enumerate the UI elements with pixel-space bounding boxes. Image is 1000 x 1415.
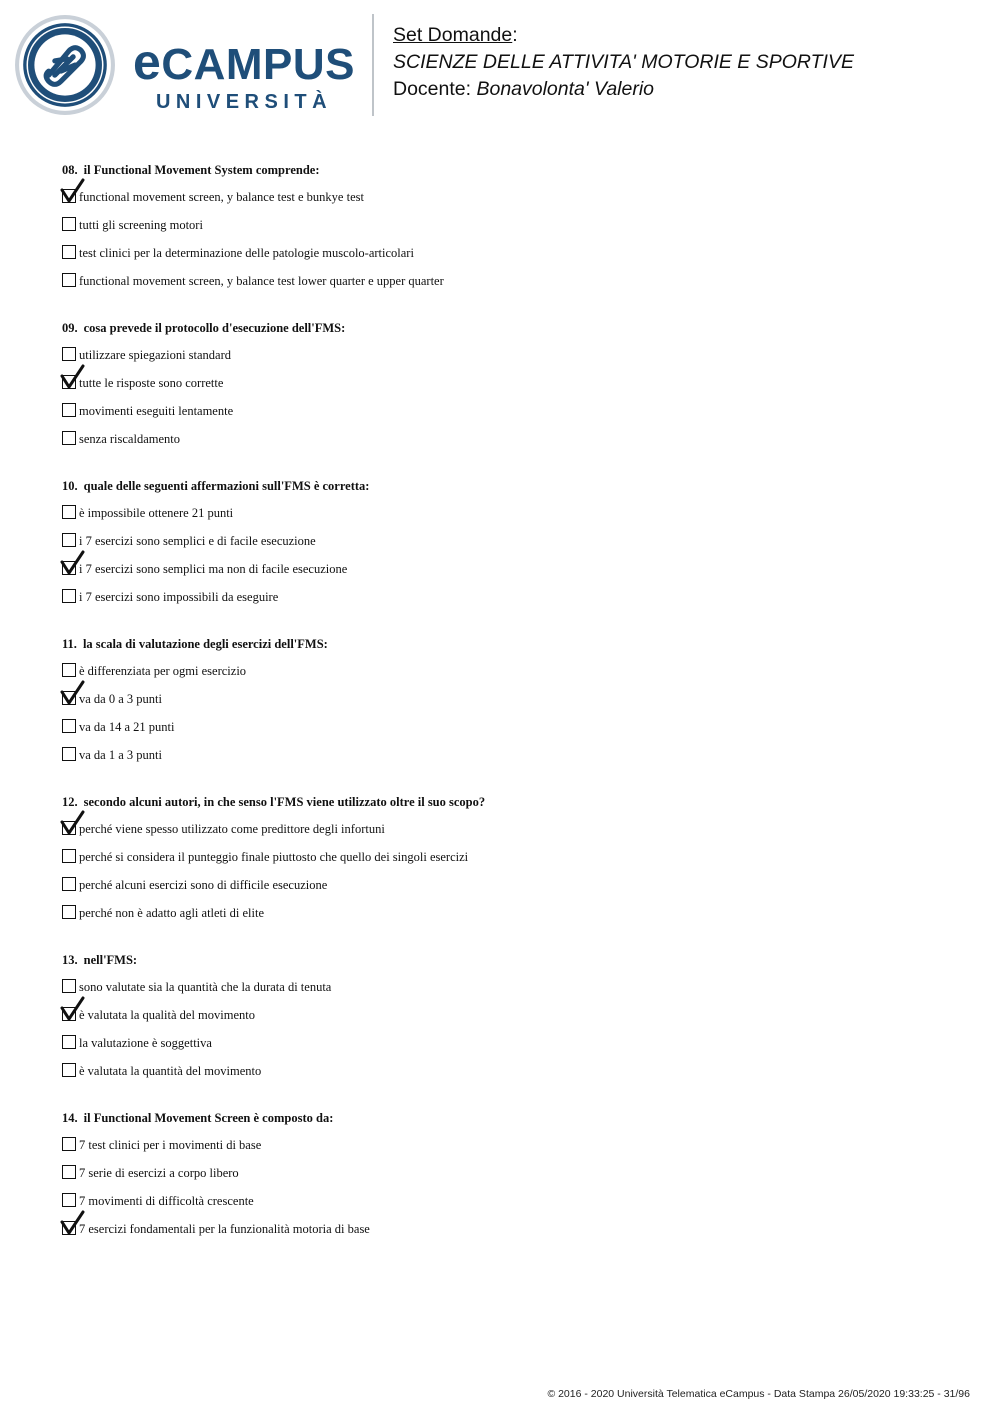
question-text: la scala di valutazione degli esercizi dell'FMS: xyxy=(82,637,328,651)
option-label: è differenziata per ogmi esercizio xyxy=(79,664,247,678)
checkbox-checked[interactable] xyxy=(62,375,76,389)
answer-option[interactable] xyxy=(62,245,962,273)
teacher-line xyxy=(393,76,854,103)
brand-e: e xyxy=(133,34,162,90)
question-title xyxy=(62,478,962,495)
page-footer: © 2016 - 2020 Università Telematica eCampus - Data Stampa 26/05/2020 19:33:25 - 31/96 xyxy=(547,1388,970,1400)
option-label: movimenti eseguiti lentamente xyxy=(79,404,234,418)
question-number: 12. xyxy=(62,795,78,809)
checkbox[interactable] xyxy=(62,1137,76,1151)
checkbox[interactable] xyxy=(62,979,76,993)
course-header xyxy=(393,22,854,103)
checkbox[interactable] xyxy=(62,533,76,547)
option-label: la valutazione è soggettiva xyxy=(79,1036,212,1050)
option-label: functional movement screen, y balance test lower quarter e upper quarter xyxy=(79,274,444,288)
option-label: tutte le risposte sono corrette xyxy=(79,376,224,390)
teacher-name: Bonavolonta' Valerio xyxy=(476,78,655,100)
question-text: quale delle seguenti affermazioni sull'FMS è corretta: xyxy=(83,479,370,493)
option-label: senza riscaldamento xyxy=(79,432,180,446)
answer-option[interactable] xyxy=(62,663,962,691)
question-text: il Functional Movement Screen è composto da: xyxy=(83,1111,334,1125)
option-label: perché si considera il punteggio finale piuttosto che quello dei singoli esercizi xyxy=(79,850,469,864)
checkbox[interactable] xyxy=(62,505,76,519)
checkbox[interactable] xyxy=(62,589,76,603)
option-label: 7 serie di esercizi a corpo libero xyxy=(79,1166,239,1180)
ecampus-wordmark xyxy=(133,34,355,114)
checkbox[interactable] xyxy=(62,273,76,287)
option-label: è valutata la qualità del movimento xyxy=(79,1008,255,1022)
option-label: i 7 esercizi sono impossibili da eseguire xyxy=(79,590,279,604)
question-number: 09. xyxy=(62,321,78,335)
option-label: tutti gli screening motori xyxy=(79,218,203,232)
option-label: i 7 esercizi sono semplici ma non di facile esecuzione xyxy=(79,562,348,576)
answer-option[interactable] xyxy=(62,589,962,617)
header-divider xyxy=(372,14,374,116)
answer-option[interactable] xyxy=(62,561,962,589)
checkmark-icon xyxy=(61,364,87,390)
answer-option[interactable] xyxy=(62,1035,962,1063)
answer-option[interactable] xyxy=(62,431,962,459)
checkbox-checked[interactable] xyxy=(62,821,76,835)
checkmark-icon xyxy=(61,810,87,836)
question-title xyxy=(62,636,962,653)
teacher-label: Docente: xyxy=(393,78,477,100)
checkbox[interactable] xyxy=(62,747,76,761)
question-title xyxy=(62,1110,962,1127)
course-title: SCIENZE DELLE ATTIVITA' MOTORIE E SPORTIVE xyxy=(393,51,854,73)
option-label: è valutata la quantità del movimento xyxy=(79,1064,262,1078)
question-text: nell'FMS: xyxy=(83,953,138,967)
question-text: cosa prevede il protocollo d'esecuzione dell'FMS: xyxy=(83,321,346,335)
question-title xyxy=(62,952,962,969)
checkmark-icon xyxy=(61,996,87,1022)
set-colon: : xyxy=(512,24,518,46)
question-number: 08. xyxy=(62,163,78,177)
question-number: 14. xyxy=(62,1111,78,1125)
option-label: test clinici per la determinazione delle patologie muscolo-articolari xyxy=(79,246,414,260)
set-label-line xyxy=(393,22,854,49)
option-label: perché viene spesso utilizzato come predittore degli infortuni xyxy=(79,822,385,836)
answer-option[interactable] xyxy=(62,849,962,877)
question-block xyxy=(62,952,962,1091)
answer-option[interactable] xyxy=(62,375,962,403)
answer-option[interactable] xyxy=(62,403,962,431)
question-text: il Functional Movement System comprende: xyxy=(83,163,320,177)
checkmark-icon xyxy=(61,550,87,576)
checkbox[interactable] xyxy=(62,1035,76,1049)
checkbox[interactable] xyxy=(62,347,76,361)
answer-option[interactable] xyxy=(62,217,962,245)
brand-subtitle: UNIVERSITÀ xyxy=(155,91,333,113)
answer-option[interactable] xyxy=(62,691,962,719)
answer-option[interactable] xyxy=(62,189,962,217)
option-label: va da 14 a 21 punti xyxy=(79,720,175,734)
checkbox-checked[interactable] xyxy=(62,189,76,203)
brand-name: CAMPUS xyxy=(161,40,355,89)
answer-option[interactable] xyxy=(62,719,962,747)
checkbox-checked[interactable] xyxy=(62,691,76,705)
answer-option[interactable] xyxy=(62,347,962,375)
option-label: utilizzare spiegazioni standard xyxy=(79,348,232,362)
ecampus-seal-logo xyxy=(14,14,116,116)
checkmark-icon xyxy=(61,178,87,204)
checkbox[interactable] xyxy=(62,403,76,417)
answer-option[interactable] xyxy=(62,747,962,775)
answer-option[interactable] xyxy=(62,1007,962,1035)
option-label: va da 0 a 3 punti xyxy=(79,692,162,706)
checkbox-checked[interactable] xyxy=(62,1221,76,1235)
question-block xyxy=(62,162,962,301)
question-text: secondo alcuni autori, in che senso l'FMS viene utilizzato oltre il suo scopo? xyxy=(83,795,486,809)
option-label: 7 test clinici per i movimenti di base xyxy=(79,1138,262,1152)
checkbox[interactable] xyxy=(62,245,76,259)
option-label: functional movement screen, y balance test e bunkye test xyxy=(79,190,364,204)
answer-option[interactable] xyxy=(62,273,962,301)
answer-option[interactable] xyxy=(62,1137,962,1165)
checkbox[interactable] xyxy=(62,1193,76,1207)
checkbox[interactable] xyxy=(62,905,76,919)
answer-option[interactable] xyxy=(62,1193,962,1221)
question-title xyxy=(62,794,962,811)
option-label: perché non è adatto agli atleti di elite xyxy=(79,906,264,920)
answer-option[interactable] xyxy=(62,533,962,561)
option-label: va da 1 a 3 punti xyxy=(79,748,162,762)
option-label: i 7 esercizi sono semplici e di facile esecuzione xyxy=(79,534,316,548)
answer-option[interactable] xyxy=(62,877,962,905)
checkbox[interactable] xyxy=(62,217,76,231)
checkmark-icon xyxy=(61,1210,87,1236)
checkbox[interactable] xyxy=(62,1063,76,1077)
answer-option[interactable] xyxy=(62,979,962,1007)
checkbox[interactable] xyxy=(62,877,76,891)
checkbox-checked[interactable] xyxy=(62,561,76,575)
checkbox[interactable] xyxy=(62,719,76,733)
option-label: è impossibile ottenere 21 punti xyxy=(79,506,234,520)
answer-option[interactable] xyxy=(62,1165,962,1193)
question-number: 13. xyxy=(62,953,78,967)
checkbox-checked[interactable] xyxy=(62,1007,76,1021)
answer-option[interactable] xyxy=(62,821,962,849)
option-label: 7 movimenti di difficoltà crescente xyxy=(79,1194,254,1208)
question-title xyxy=(62,162,962,179)
answer-option[interactable] xyxy=(62,905,962,933)
question-block xyxy=(62,794,962,933)
question-block xyxy=(62,1110,962,1249)
question-block xyxy=(62,636,962,775)
question-title xyxy=(62,320,962,337)
answer-option[interactable] xyxy=(62,1063,962,1091)
checkbox[interactable] xyxy=(62,1165,76,1179)
question-number: 10. xyxy=(62,479,78,493)
question-list xyxy=(62,162,962,1268)
checkbox[interactable] xyxy=(62,431,76,445)
option-label: perché alcuni esercizi sono di difficile esecuzione xyxy=(79,878,328,892)
question-number: 11. xyxy=(62,637,77,651)
answer-option[interactable] xyxy=(62,505,962,533)
question-block xyxy=(62,320,962,459)
checkbox[interactable] xyxy=(62,849,76,863)
set-label: Set Domande xyxy=(393,24,513,46)
checkbox[interactable] xyxy=(62,663,76,677)
checkmark-icon xyxy=(61,680,87,706)
option-label: 7 esercizi fondamentali per la funzionalità motoria di base xyxy=(79,1222,370,1236)
answer-option[interactable] xyxy=(62,1221,962,1249)
question-block xyxy=(62,478,962,617)
option-label: sono valutate sia la quantità che la durata di tenuta xyxy=(79,980,332,994)
